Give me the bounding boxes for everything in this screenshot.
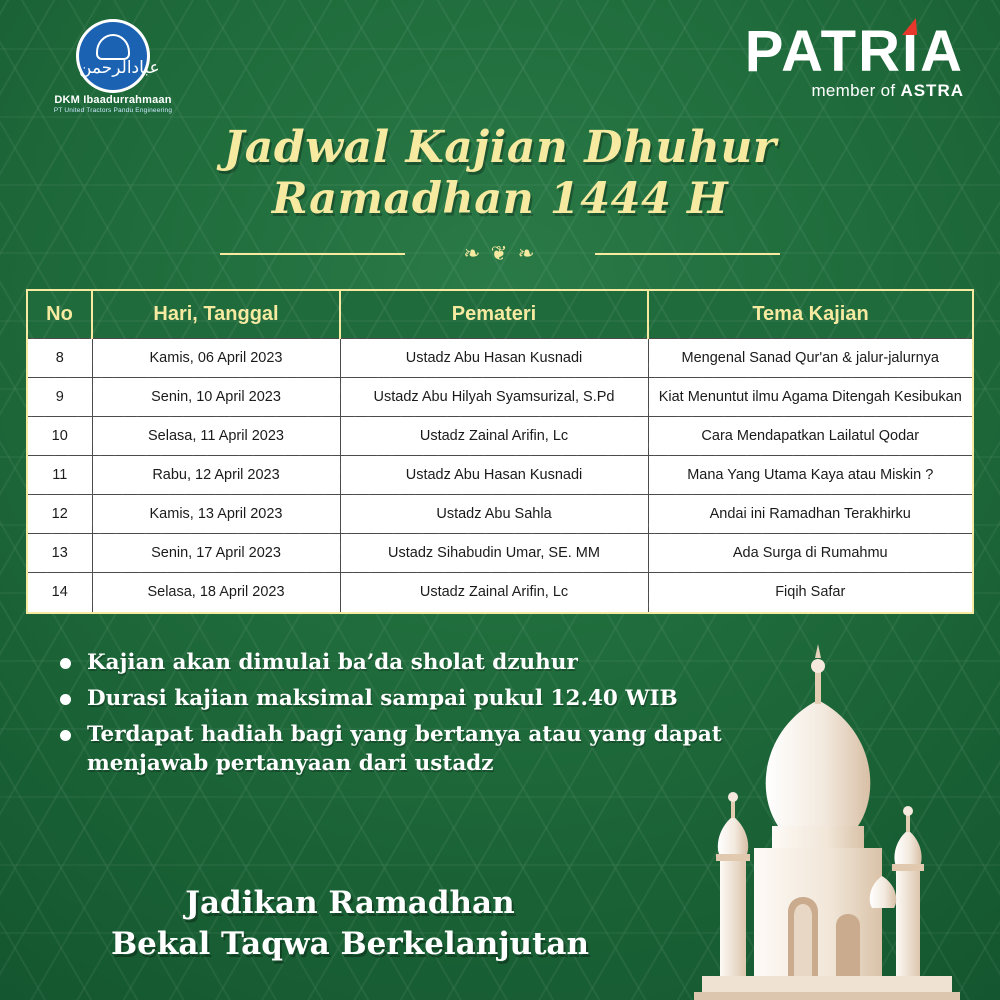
cell-pemateri: Ustadz Abu Hasan Kusnadi bbox=[340, 338, 648, 377]
cell-pemateri: Ustadz Abu Hasan Kusnadi bbox=[340, 456, 648, 495]
table-header-row bbox=[28, 291, 972, 339]
title-line-2: Ramadhan 1444 H bbox=[271, 173, 729, 224]
cell-hari: Selasa, 18 April 2023 bbox=[92, 573, 340, 612]
cell-tema: Cara Mendapatkan Lailatul Qodar bbox=[648, 416, 972, 455]
closing-line-2: Bekal Taqwa Berkelanjutan bbox=[110, 925, 590, 962]
list-item bbox=[60, 720, 760, 778]
list-item bbox=[60, 684, 760, 713]
bullet-icon bbox=[60, 694, 71, 705]
cell-hari: Rabu, 12 April 2023 bbox=[92, 456, 340, 495]
cell-hari: Kamis, 06 April 2023 bbox=[92, 338, 340, 377]
column-header-pemateri: Pemateri bbox=[340, 291, 648, 339]
note-text: Kajian akan dimulai ba’da sholat dzuhur bbox=[87, 649, 578, 675]
mosque-dome-icon bbox=[79, 22, 160, 90]
table-row bbox=[28, 456, 972, 495]
patria-wordmark-text: PATRIA bbox=[744, 19, 964, 84]
patria-member-prefix: member of bbox=[811, 81, 901, 101]
closing-message bbox=[0, 883, 1000, 964]
cell-hari: Selasa, 11 April 2023 bbox=[92, 416, 340, 455]
table-body bbox=[28, 338, 972, 611]
dome-shape-icon bbox=[96, 34, 130, 60]
cell-tema: Fiqih Safar bbox=[648, 573, 972, 612]
table-row bbox=[28, 534, 972, 573]
schedule-table bbox=[28, 291, 972, 612]
cell-pemateri: Ustadz Zainal Arifin, Lc bbox=[340, 573, 648, 612]
cell-no: 13 bbox=[28, 534, 92, 573]
table-row bbox=[28, 377, 972, 416]
cell-pemateri: Ustadz Abu Sahla bbox=[340, 495, 648, 534]
cell-tema: Andai ini Ramadhan Terakhirku bbox=[648, 495, 972, 534]
poster-title-block bbox=[0, 122, 1000, 267]
arabic-calligraphy-text: عبادالرحمن bbox=[79, 58, 160, 78]
cell-tema: Mengenal Sanad Qur'an & jalur-jalurnya bbox=[648, 338, 972, 377]
divider-flourish-icon: ❧ ❦ ❧ bbox=[463, 240, 537, 265]
cell-no: 9 bbox=[28, 377, 92, 416]
cell-tema: Kiat Menuntut ilmu Agama Ditengah Kesibukan bbox=[648, 377, 972, 416]
cell-pemateri: Ustadz Zainal Arifin, Lc bbox=[340, 416, 648, 455]
cell-pemateri: Ustadz Sihabudin Umar, SE. MM bbox=[340, 534, 648, 573]
patria-logo bbox=[744, 19, 964, 101]
divider-line-left bbox=[220, 253, 405, 255]
dkm-logo-subtitle: PT United Tractors Pandu Engineering bbox=[53, 107, 173, 114]
bullet-icon bbox=[60, 730, 71, 741]
closing-line-1: Jadikan Ramadhan bbox=[185, 885, 515, 922]
column-header-hari-tanggal: Hari, Tanggal bbox=[92, 291, 340, 339]
cell-tema: Ada Surga di Rumahmu bbox=[648, 534, 972, 573]
bullet-icon bbox=[60, 658, 71, 669]
patria-member-line bbox=[745, 81, 964, 101]
astra-brand-text: ASTRA bbox=[900, 81, 964, 101]
cell-no: 8 bbox=[28, 338, 92, 377]
list-item bbox=[60, 648, 760, 677]
cell-no: 11 bbox=[28, 456, 92, 495]
column-header-no: No bbox=[28, 291, 92, 339]
table-header bbox=[28, 291, 972, 339]
schedule-table-container bbox=[26, 289, 974, 614]
cell-hari: Senin, 17 April 2023 bbox=[92, 534, 340, 573]
cell-no: 12 bbox=[28, 495, 92, 534]
cell-hari: Senin, 10 April 2023 bbox=[92, 377, 340, 416]
title-divider-ornament bbox=[220, 241, 780, 267]
cell-hari: Kamis, 13 April 2023 bbox=[92, 495, 340, 534]
table-row bbox=[28, 416, 972, 455]
table-row bbox=[28, 573, 972, 612]
patria-wordmark bbox=[744, 19, 964, 84]
table-row bbox=[28, 338, 972, 377]
cell-tema: Mana Yang Utama Kaya atau Miskin ? bbox=[648, 456, 972, 495]
note-text: Durasi kajian maksimal sampai pukul 12.40 WIB bbox=[87, 685, 678, 711]
divider-line-right bbox=[595, 253, 780, 255]
table-row bbox=[28, 495, 972, 534]
poster-header bbox=[0, 0, 1000, 120]
notes-list bbox=[60, 648, 760, 778]
cell-no: 10 bbox=[28, 416, 92, 455]
column-header-tema-kajian: Tema Kajian bbox=[648, 291, 972, 339]
patria-accent-mark-icon bbox=[902, 18, 919, 35]
dkm-ibaadurrahmaan-logo bbox=[48, 22, 178, 114]
cell-pemateri: Ustadz Abu Hilyah Syamsurizal, S.Pd bbox=[340, 377, 648, 416]
note-text: Terdapat hadiah bagi yang bertanya atau yang dapat menjawab pertanyaan dari ustadz bbox=[87, 721, 722, 776]
dkm-logo-name: DKM Ibaadurrahmaan bbox=[54, 94, 172, 106]
cell-no: 14 bbox=[28, 573, 92, 612]
title-line-1: Jadwal Kajian Dhuhur bbox=[223, 122, 777, 173]
